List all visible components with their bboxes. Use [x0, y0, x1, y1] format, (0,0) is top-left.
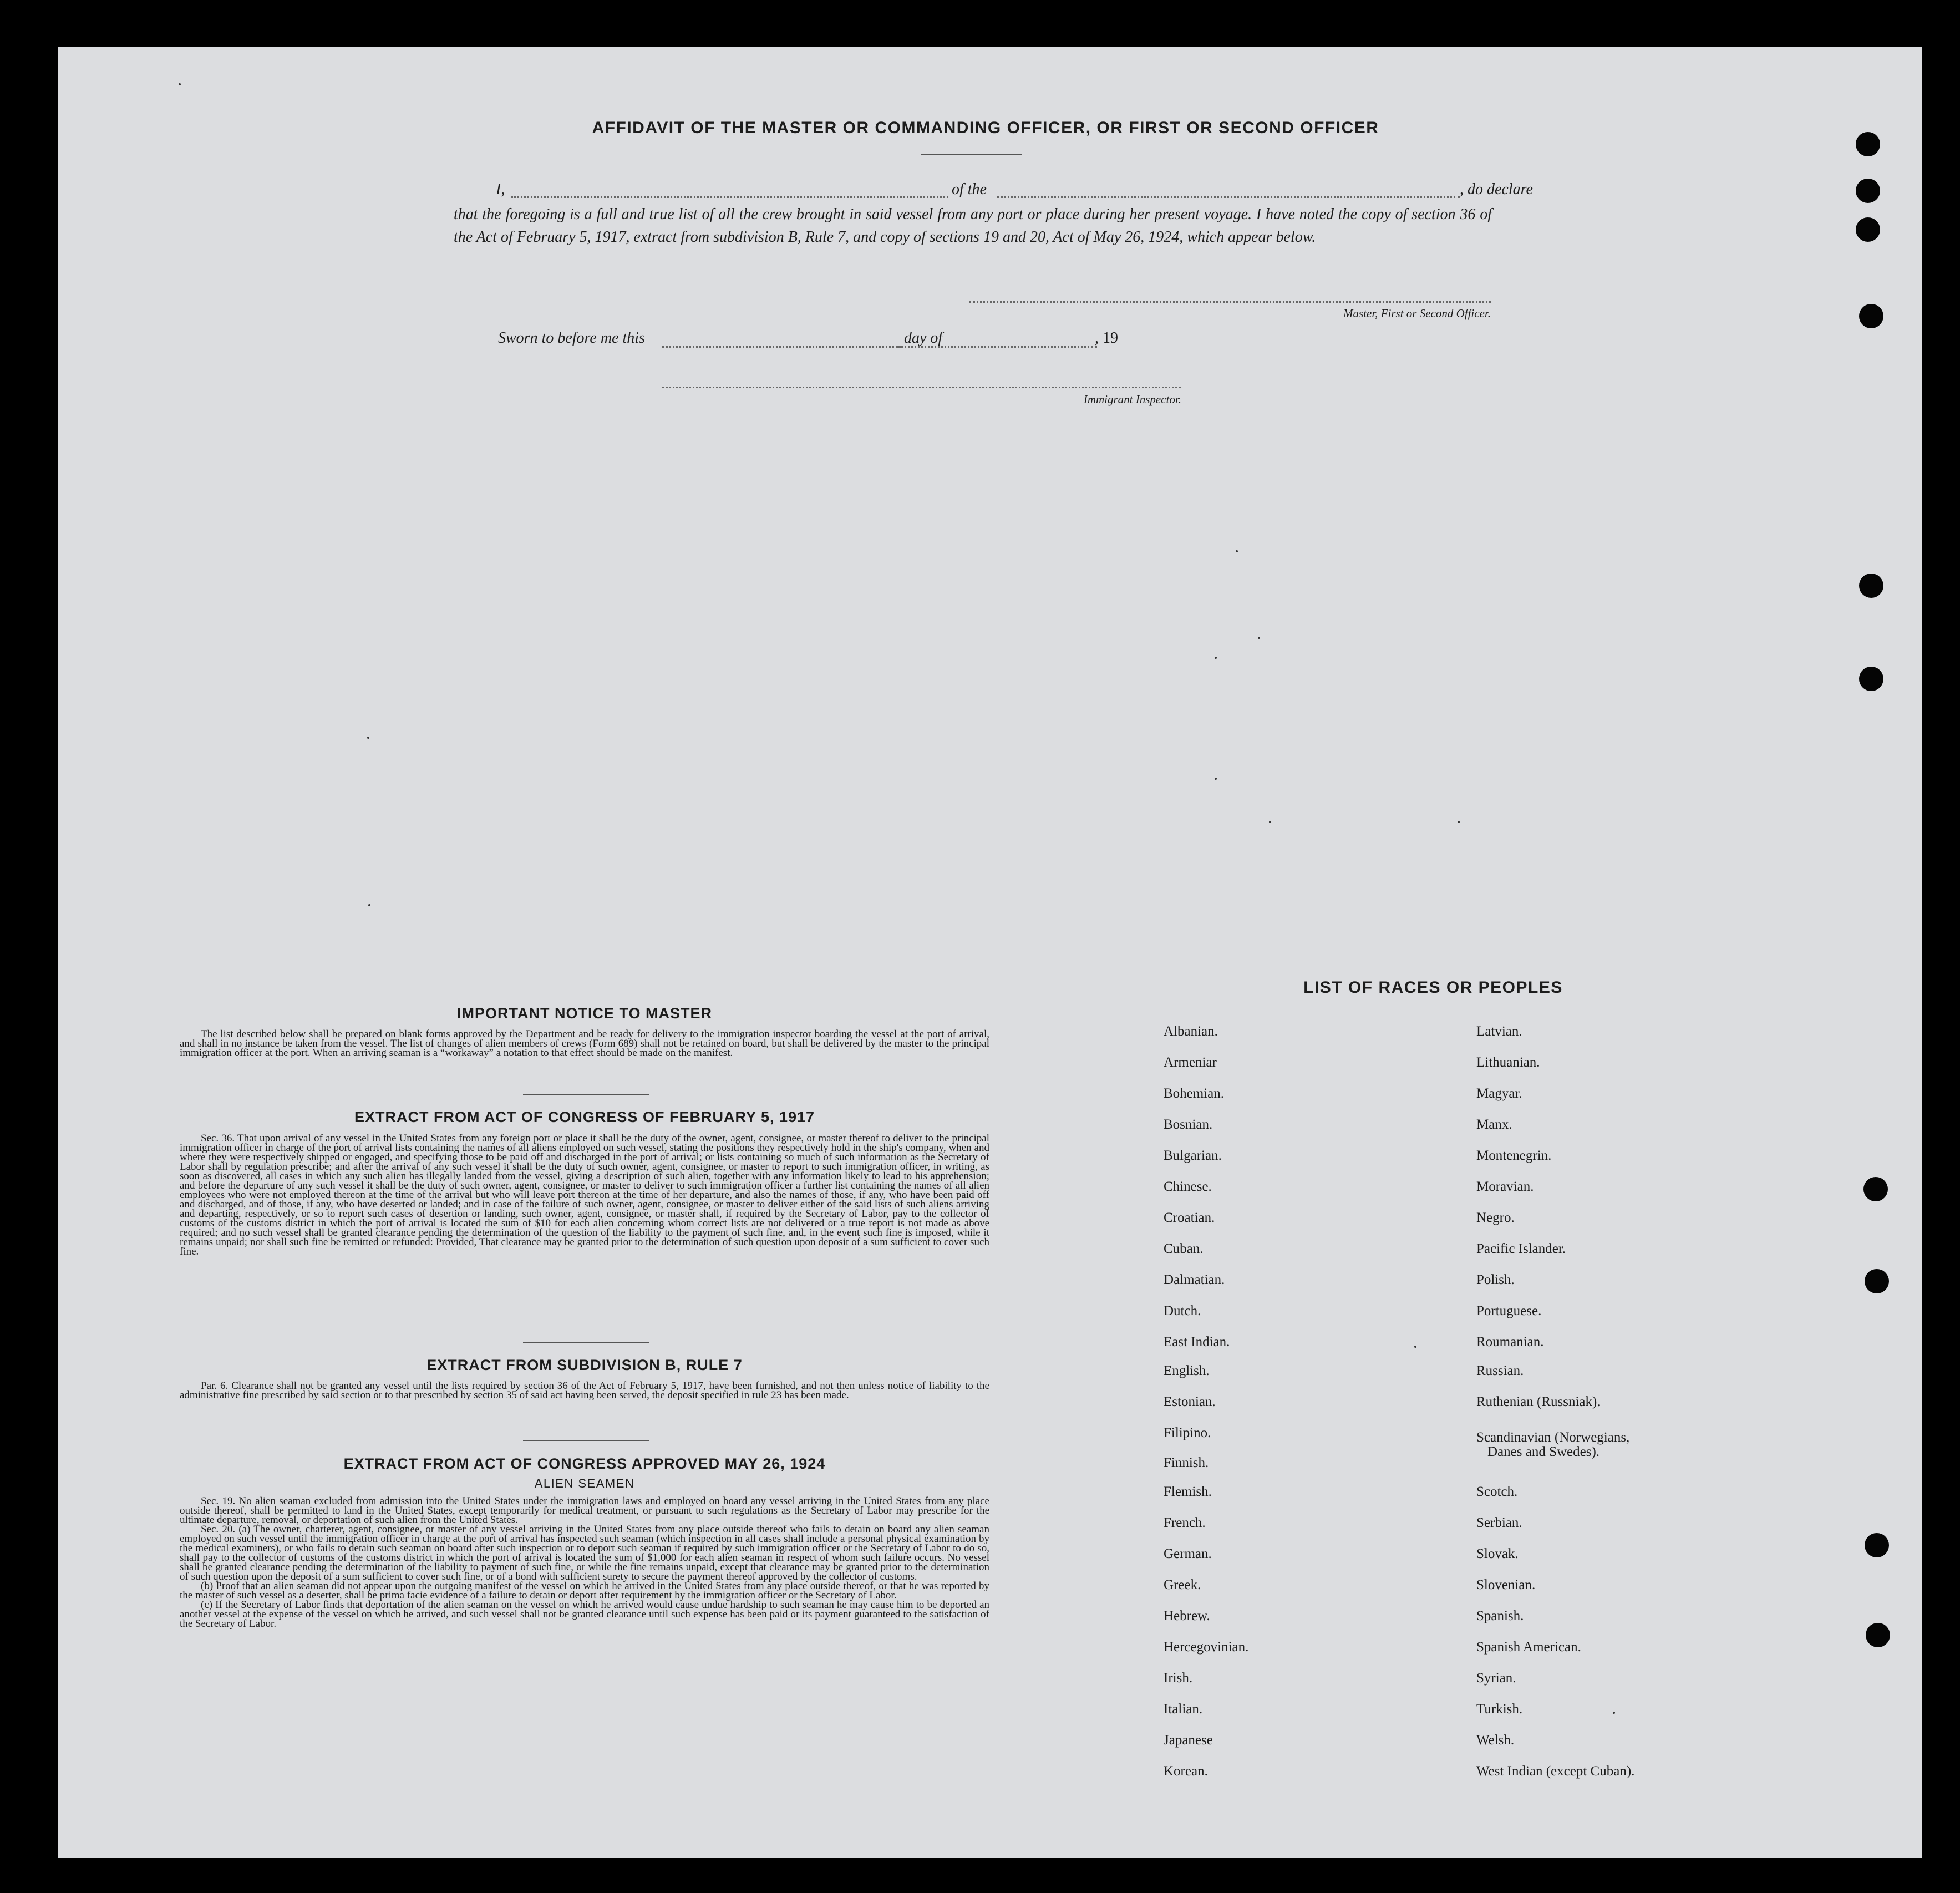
race-item: Scotch.	[1476, 1484, 1518, 1499]
sworn-label: Sworn to before me this	[498, 329, 645, 347]
race-item: Slovak.	[1476, 1546, 1519, 1561]
sworn-month-field[interactable]	[897, 346, 1097, 348]
race-item: West Indian (except Cuban).	[1476, 1764, 1635, 1779]
affidavit-declare-label: , do declare	[1460, 181, 1533, 198]
extract-1917-divider	[523, 1342, 649, 1343]
race-item: Welsh.	[1476, 1733, 1515, 1748]
race-item: Polish.	[1476, 1272, 1515, 1287]
sworn-year-label: , 19	[1095, 329, 1118, 347]
race-item: Spanish American.	[1476, 1640, 1581, 1655]
race-item: Manx.	[1476, 1117, 1512, 1132]
race-item: Montenegrin.	[1476, 1148, 1552, 1163]
race-item: Bosnian.	[1164, 1117, 1213, 1132]
race-item: Finnish.	[1164, 1455, 1209, 1470]
binder-hole	[1866, 1623, 1890, 1647]
race-item: Chinese.	[1164, 1179, 1212, 1194]
scan-speck	[367, 737, 369, 739]
race-item: Ruthenian (Russniak).	[1476, 1394, 1601, 1409]
declarant-name-field[interactable]	[511, 196, 948, 198]
race-item: Greek.	[1164, 1577, 1201, 1592]
race-item: Serbian.	[1476, 1515, 1522, 1530]
sec-20a-paragraph: Sec. 20. (a) The owner, charterer, agent, consignee, or master of any vessel arriving in the United States from any place outside thereof who fails to detain on board any alien seaman employed on such vessel until the immigration officer in charge at the port of arrival has inspected such seaman (which inspection in all cases shall include a personal physical examination by the medical examiners), or who fails to detain such seaman on board after such inspection or to deport such seaman if required by such immigration officer or the Secretary of Labor to do so, shall pay to the collector of customs of the customs district in which the port of arrival is located the sum of $1,000 for each alien seaman in respect of whom such failure occurs. No vessel shall be granted clearance pending the determination of the liability to payment of such fine, or while the fine remains unpaid, except that clearance may be granted prior to the determination of such question upon the deposit of a sum sufficient to cover such fine, or of a bond with sufficient surety to secure the payment thereof approved by the collector of customs.	[180, 1524, 989, 1582]
affidavit-title: AFFIDAVIT OF THE MASTER OR COMMANDING OFFICER, OR FIRST OR SECOND OFFICER	[592, 119, 1379, 137]
race-item: Armeniar	[1164, 1055, 1217, 1070]
notice-divider	[523, 1094, 649, 1095]
extract-1924-body	[180, 1496, 989, 1628]
race-item: Hercegovinian.	[1164, 1640, 1249, 1655]
scan-speck	[1236, 550, 1238, 552]
notice-title: IMPORTANT NOTICE TO MASTER	[457, 1005, 712, 1022]
race-item: German.	[1164, 1546, 1212, 1561]
race-item: Estonian.	[1164, 1394, 1216, 1409]
extract-1917-body	[180, 1134, 989, 1256]
alien-seamen-subtitle: ALIEN SEAMEN	[534, 1476, 635, 1490]
binder-hole	[1865, 1269, 1889, 1293]
sec-20b-paragraph: (b) Proof that an alien seaman did not appear upon the outgoing manifest of the vessel on which he arrived in the United States from any place outside thereof, or that he was reported by the master of such vessel as a deserter, shall be prima facie evidence of a failure to detain or deport after requirement by the immigration officer or the Secretary of Labor.	[180, 1580, 989, 1601]
scan-speck	[1215, 778, 1217, 780]
inspector-signature-line[interactable]	[662, 387, 1181, 388]
race-item: Korean.	[1164, 1764, 1208, 1779]
notice-body	[180, 1029, 989, 1058]
race-item: Irish.	[1164, 1671, 1193, 1686]
race-item: Albanian.	[1164, 1024, 1218, 1039]
scan-speck	[1258, 637, 1260, 639]
scan-speck	[1414, 1346, 1416, 1348]
race-item: Turkish.	[1476, 1702, 1523, 1717]
notice-paragraph: The list described below shall be prepared on blank forms approved by the Department and be ready for delivery to the immigration inspector boarding the vessel at the port of arrival, and shall in no instance be taken from the vessel. The list of changes of alien members of crews (Form 689) shall not be retained on board, but shall be delivered by the master to the principal immigration officer at the port. When an arriving seaman is a “workaway” a notation to that effect should be made on the manifest.	[180, 1028, 989, 1059]
race-item: Roumanian.	[1476, 1334, 1544, 1349]
scan-speck	[1458, 821, 1460, 823]
sworn-day-field[interactable]	[662, 346, 902, 348]
race-item: Hebrew.	[1164, 1608, 1210, 1623]
race-item: Latvian.	[1476, 1024, 1522, 1039]
race-item: Moravian.	[1476, 1179, 1534, 1194]
binder-hole	[1856, 179, 1880, 203]
race-item: Pacific Islander.	[1476, 1241, 1566, 1256]
race-item: Croatian.	[1164, 1210, 1215, 1225]
rule7-title: EXTRACT FROM SUBDIVISION B, RULE 7	[426, 1357, 743, 1373]
binder-hole	[1859, 667, 1883, 691]
form-page	[58, 47, 1922, 1858]
race-item: Portuguese.	[1476, 1303, 1542, 1318]
affidavit-of-the-label: of the	[952, 181, 987, 198]
race-item: Flemish.	[1164, 1484, 1212, 1499]
rule7-paragraph: Par. 6. Clearance shall not be granted any vessel until the lists required by section 36 of the Act of February 5, 1917, have been furnished, and not then unless notice of liability to the administrative fine prescribed by said section or to that prescribed by section 35 of said act having been served, the deposit specified in rule 23 has been made.	[180, 1380, 989, 1401]
race-item: Filipino.	[1164, 1425, 1211, 1440]
race-item: English.	[1164, 1363, 1210, 1378]
title-divider	[921, 154, 1022, 155]
race-item: Russian.	[1476, 1363, 1524, 1378]
sec-19-paragraph: Sec. 19. No alien seaman excluded from admission into the United States under the immigration laws and employed on board any vessel arriving in the United States from any place outside thereof, shall be permitted to land in the United States, except temporarily for medical treatment, or pursuant to such regulations as the Secretary of Labor may prescribe for the ultimate departure, removal, or deportation of such alien from the United States.	[180, 1495, 989, 1526]
race-item: Magyar.	[1476, 1086, 1522, 1101]
scan-speck	[1215, 657, 1217, 659]
race-item: Slovenian.	[1476, 1577, 1536, 1592]
race-item: Bohemian.	[1164, 1086, 1225, 1101]
binder-hole	[1856, 217, 1880, 242]
affidavit-i-label: I,	[496, 181, 505, 198]
binder-hole	[1859, 304, 1883, 328]
inspector-label: Immigrant Inspector.	[1083, 393, 1181, 406]
race-item: Spanish.	[1476, 1608, 1524, 1623]
race-item: East Indian.	[1164, 1334, 1230, 1349]
race-item: Negro.	[1476, 1210, 1515, 1225]
extract-1917-title: EXTRACT FROM ACT OF CONGRESS OF FEBRUARY 5, 1917	[354, 1109, 815, 1125]
race-item: Scandinavian (Norwegians,	[1476, 1430, 1630, 1445]
scan-speck	[1613, 1712, 1615, 1714]
race-item: Italian.	[1164, 1702, 1203, 1717]
sec-20c-paragraph: (c) If the Secretary of Labor finds that deportation of the alien seaman on the vessel on which he arrived would cause undue hardship to such seaman he may cause him to be deported an another vessel at the expense of the vessel on which he arrived, and such vessel shall not be granted clearance until such expense has been paid or its payment guaranteed to the satisfaction of the Secretary of Labor.	[180, 1599, 989, 1630]
master-signature-line[interactable]	[969, 301, 1491, 303]
race-item: Japanese	[1164, 1733, 1213, 1748]
affidavit-body: that the foregoing is a full and true list of all the crew brought in said vessel from any port or place during her present voyage. I have noted the copy of section 36 of the Act of February 5, 1917, extract from subdivision B, Rule 7, and copy of sections 19 and 20, Act of May 26, 1924, which appear below.	[454, 206, 1492, 246]
scan-speck	[368, 904, 370, 906]
binder-hole	[1859, 574, 1883, 598]
race-item: Dutch.	[1164, 1303, 1201, 1318]
race-item-continued: Danes and Swedes).	[1487, 1444, 1600, 1459]
race-item: Lithuanian.	[1476, 1055, 1540, 1070]
master-signature-label: Master, First or Second Officer.	[1343, 307, 1491, 320]
rule7-body	[180, 1381, 989, 1400]
race-item: Dalmatian.	[1164, 1272, 1225, 1287]
race-item: Cuban.	[1164, 1241, 1204, 1256]
rule7-divider	[523, 1440, 649, 1441]
scan-speck	[1269, 821, 1271, 823]
race-item: Syrian.	[1476, 1671, 1516, 1686]
races-title: LIST OF RACES OR PEOPLES	[1303, 978, 1563, 997]
sec-36-paragraph: Sec. 36. That upon arrival of any vessel in the United States from any foreign port or place it shall be the duty of the owner, agent, consignee, or master thereof to deliver to the principal immigration officer in charge of the port of arrival lists containing the names of all aliens employed on such vessel, stating the positions they respectively hold in the ship's company, when and where they were respectively shipped or engaged, and specifying those to be paid off and discharged in the port of arrival; or lists containing so much of such information as the Secretary of Labor shall by regulation prescribe; and after the arrival of any such vessel it shall be the duty of such owner, agent, consignee, or master to report to such immigration officer, in writing, as soon as discovered, all cases in which any such alien has illegally landed from the vessel, giving a description of such alien, together with any information likely to lead to his apprehension; and before the departure of any such vessel it shall be the duty of such owner, agent, consignee, or master to deliver to such immigration officer a further list containing the names of all alien employees who were not employed thereon at the time of the arrival but who will leave port thereon at the time of her departure, and also the names of those, if any, who have been paid off and discharged, and of those, if any, who have deserted or landed; and in case of the failure of such owner, agent, consignee, or master to deliver either of the said lists of such aliens arriving and departing, respectively, or so to report such cases of desertion or landing, such owner, agent, consignee, or master shall, if required by the Secretary of Labor, pay to the collector of customs of the customs district in which the port of arrival is located the sum of $10 for each alien concerning whom correct lists are not delivered or a true report is not made as above required; and no such vessel shall be granted clearance pending the determination of the question of the liability to the payment of such fine, and, in the event such fine is imposed, while it remains unpaid; nor shall such fine be remitted or refunded: Provided, That clearance may be granted prior to the determination of such question upon deposit of a sum sufficient to cover such fine.	[180, 1133, 989, 1257]
scan-speck	[179, 83, 181, 85]
sworn-day-of-label: day of	[904, 329, 943, 347]
binder-hole	[1865, 1533, 1889, 1557]
vessel-name-field[interactable]	[997, 196, 1460, 198]
binder-hole	[1863, 1177, 1888, 1201]
extract-1924-title: EXTRACT FROM ACT OF CONGRESS APPROVED MAY 26, 1924	[343, 1455, 826, 1472]
race-item: French.	[1164, 1515, 1206, 1530]
race-item: Bulgarian.	[1164, 1148, 1222, 1163]
binder-hole	[1856, 132, 1880, 156]
